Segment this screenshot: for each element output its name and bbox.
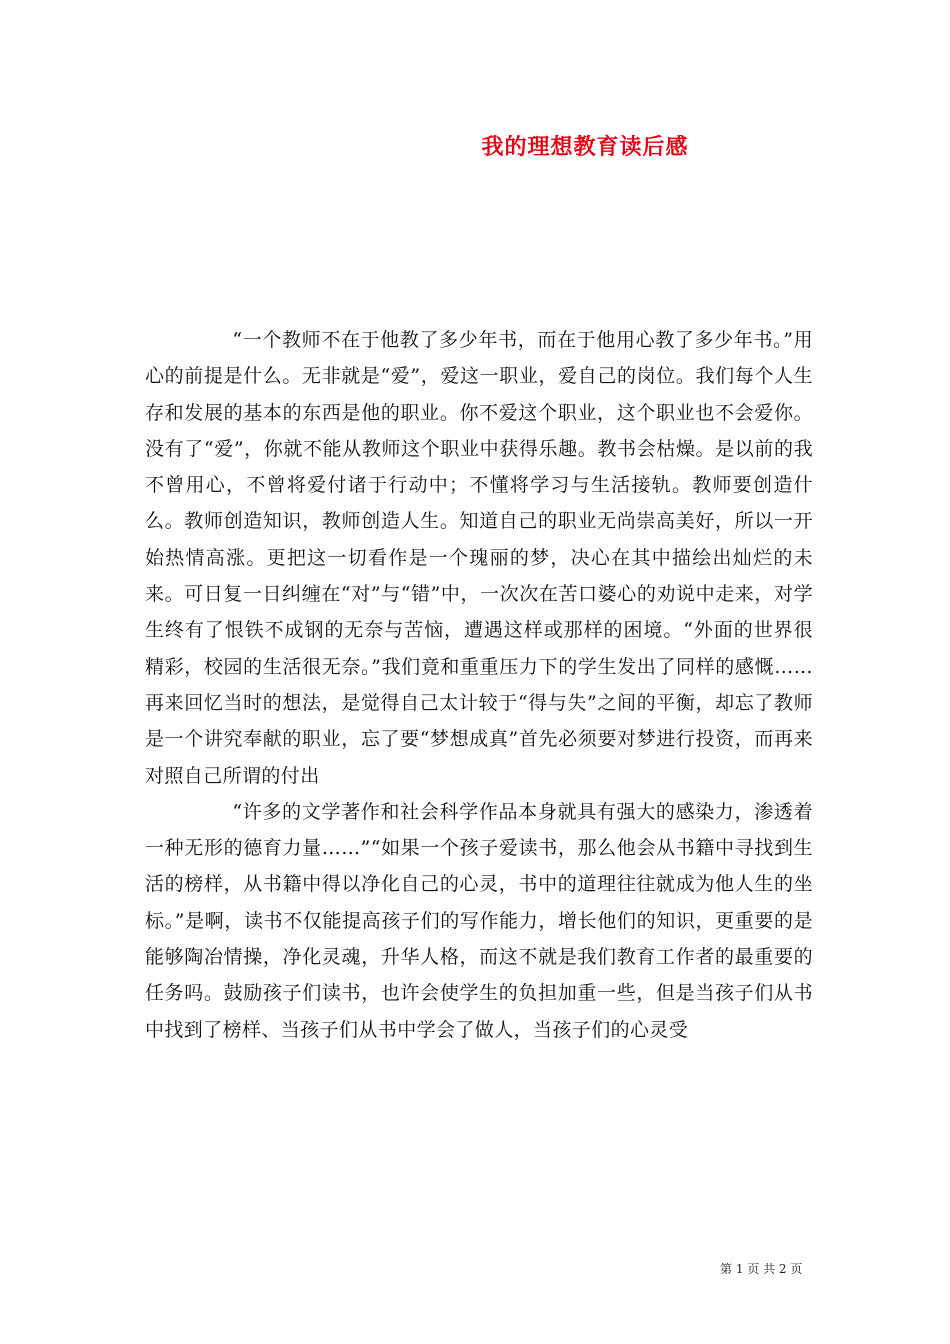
page-number-footer: 第 1 页 共 2 页 <box>720 1262 803 1276</box>
paragraph-2: “许多的文学著作和社会科学作品本身就具有强大的感染力，渗透着一种无形的德育力量……”“如果一个孩子爱读书，那么他会从书籍中寻找到生活的榜样，从书籍中得以净化自己的心灵，书中的道理往往就成为他人生的坐标。”是啊，读书不仅能提高孩子们的写作能力，增长他们的知识，更重要的是能够陶冶情操，净化灵魂，升华人格，而这不就是我们教育工作者的最重要的任务吗。鼓励孩子们读书，也许会使学生的负担加重一些，但是当孩子们从书中找到了榜样、当孩子们从书中学会了做人，当孩子们的心灵受 <box>145 800 813 1041</box>
document-title: 我的理想教育读后感 <box>481 134 689 160</box>
document-body <box>145 322 813 1048</box>
paragraph-1: “一个教师不在于他教了多少年书，而在于他用心教了多少年书。”用心的前提是什么。无非就是“爱”，爱这一职业，爱自己的岗位。我们每个人生存和发展的基本的东西是他的职业。你不爱这个职业，这个职业也不会爱你。没有了“爱”，你就不能从教师这个职业中获得乐趣。教书会枯燥。是以前的我不曾用心，不曾将爱付诸于行动中；不懂将学习与生活接轨。教师要创造什么。教师创造知识，教师创造人生。知道自己的职业无尚崇高美好，所以一开始热情高涨。更把这一切看作是一个瑰丽的梦，决心在其中描绘出灿烂的未来。可日复一日纠缠在“对”与“错”中，一次次在苦口婆心的劝说中走来，对学生终有了恨铁不成钢的无奈与苦恼，遭遇这样或那样的困境。“外面的世界很精彩，校园的生活很无奈。”我们竟和重重压力下的学生发出了同样的感慨……再来回忆当时的想法，是觉得自己太计较于“得与失”之间的平衡，却忘了教师是一个讲究奉献的职业，忘了要“梦想成真”首先必须要对梦进行投资，而再来对照自己所谓的付出 <box>145 329 813 787</box>
